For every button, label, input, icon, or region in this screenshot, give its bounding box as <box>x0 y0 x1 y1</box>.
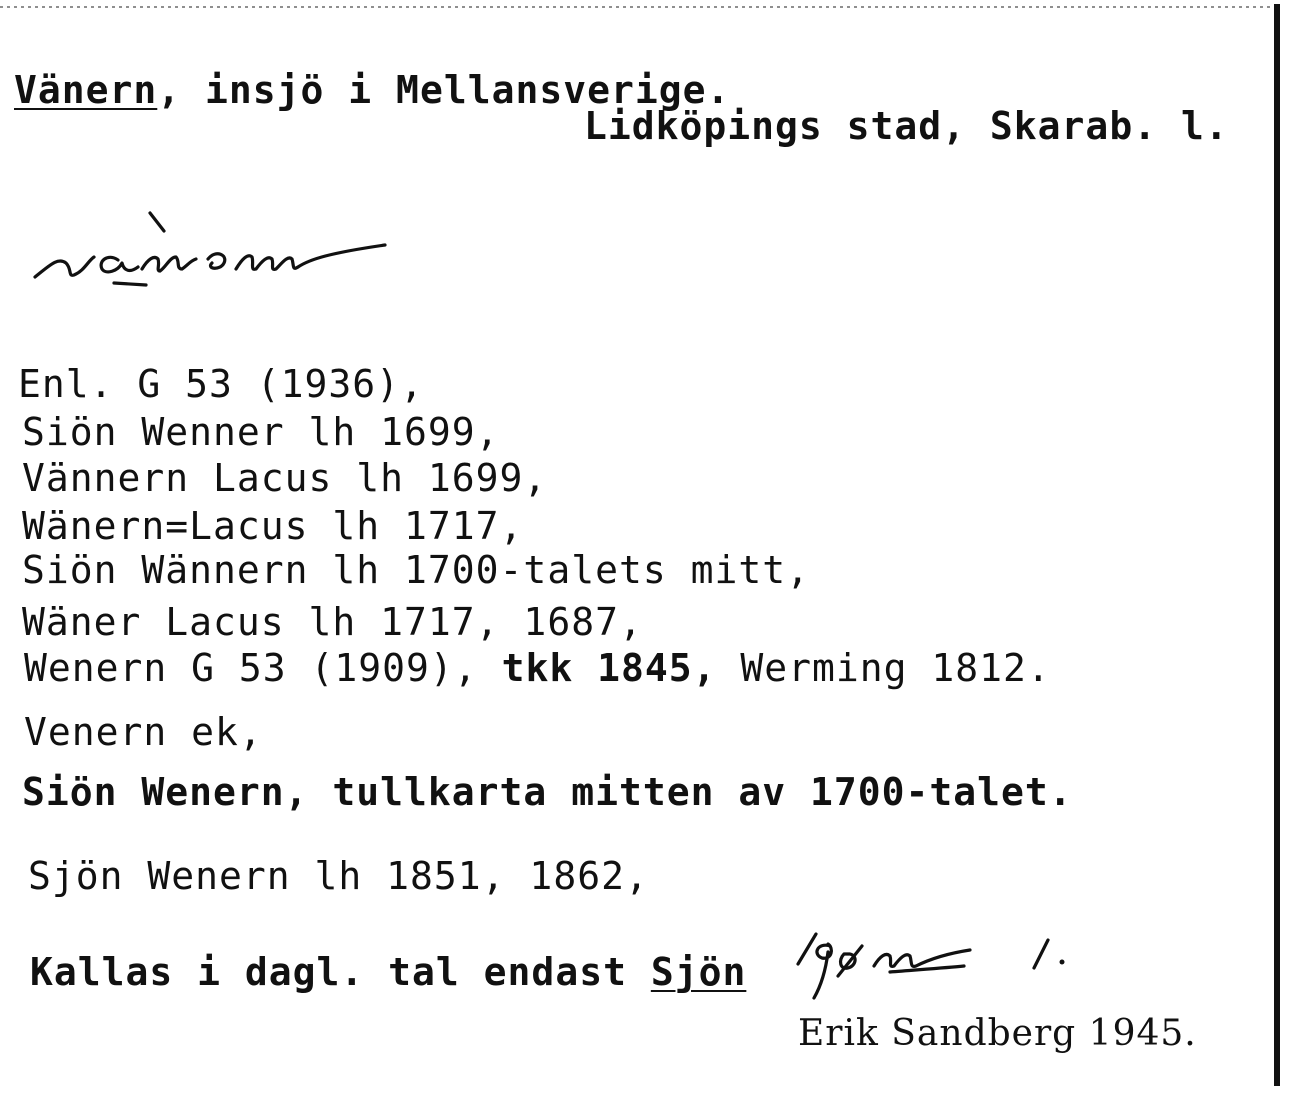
card-right-edge <box>1274 4 1280 1086</box>
wenern-line <box>24 646 1051 690</box>
form-entry: Siön Wännern lh 1700-talets mitt, <box>22 548 810 592</box>
form-entry: Vännern Lacus lh 1699, <box>22 456 548 500</box>
handwritten-pronunciation <box>30 205 390 294</box>
handwritten-sjon <box>794 926 1094 1010</box>
tullkarta-line: Siön Wenern, tullkarta mitten av 1700-talet. <box>22 770 1073 814</box>
location-line: Lidköpings stad, Skarab. l. <box>584 104 1229 148</box>
form-entry: Enl. G 53 (1936), <box>18 362 424 406</box>
lemma-description: , insjö i Mellansverige. <box>157 68 731 112</box>
sjon-line: Sjön Wenern lh 1851, 1862, <box>28 854 649 898</box>
signature: Erik Sandberg 1945. <box>798 1013 1197 1054</box>
card-top-edge <box>0 6 1278 8</box>
wenern-tkk: tkk 1845, <box>501 646 717 690</box>
form-entry: Wänern=Lacus lh 1717, <box>22 504 524 548</box>
kallas-text: Kallas i dagl. tal endast <box>30 950 651 994</box>
form-entry: Siön Wenner lh 1699, <box>22 410 500 454</box>
wenern-g53: Wenern G 53 (1909), <box>24 646 502 690</box>
kallas-word: Sjön <box>650 950 747 994</box>
wenern-werming: Werming 1812. <box>716 646 1051 690</box>
lemma: Vänern <box>14 68 158 112</box>
venern-line: Venern ek, <box>24 710 263 754</box>
form-entry: Wäner Lacus lh 1717, 1687, <box>22 600 643 644</box>
kallas-line <box>30 950 746 994</box>
